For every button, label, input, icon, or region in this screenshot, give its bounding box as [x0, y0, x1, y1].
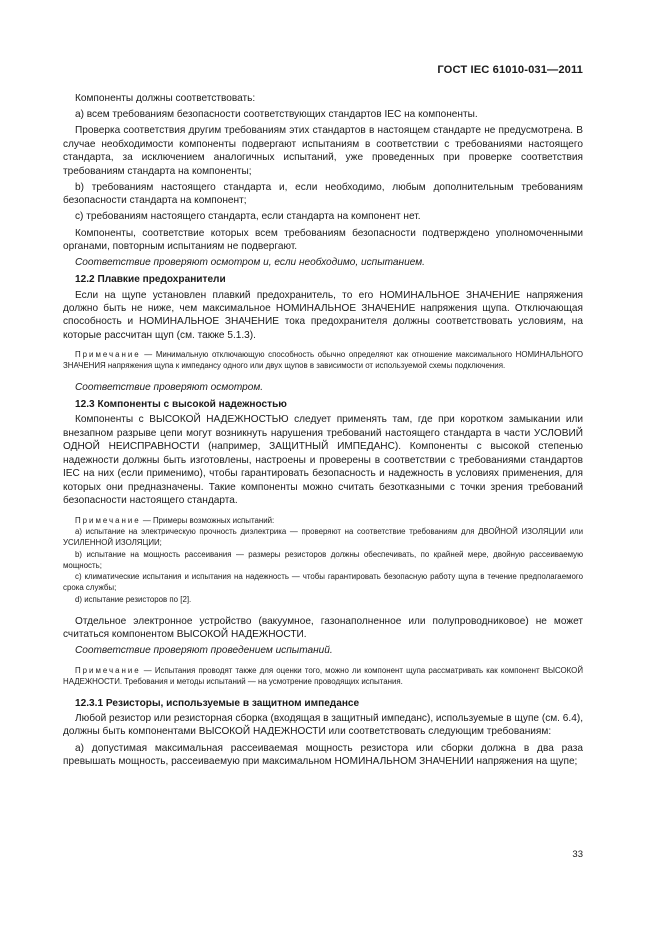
note-block [63, 516, 583, 606]
compliance-statement: Соответствие проверяют осмотром и, если необходимо, испытанием. [75, 257, 425, 269]
note-item: b) испытание на мощность рассеивания — размеры резисторов должны обеспечивать, по крайней мере, двойную рассеиваемую мощность; [63, 549, 583, 570]
document-body [63, 92, 583, 768]
note-label: Примечание [75, 515, 141, 525]
paragraph: Компоненты должны соответствовать: [75, 93, 256, 104]
paragraph: Отдельное электронное устройство (вакуумное, газонаполненное или полупроводниковое) не может считаться компонентом ВЫСОКОЙ НАДЕЖНОСТИ. [63, 615, 583, 641]
note-block [63, 350, 583, 372]
note-label: Примечание [75, 350, 141, 360]
paragraph: Компоненты, соответствие которых всем требованиям безопасности подтверждено уполномоченными органами, повторным испытаниям не подвергают. [63, 227, 583, 252]
paragraph: Любой резистор или резисторная сборка (входящая в защитный импеданс), используемые в щупе (см. 6.4), должны быть компонентами ВЫСОКОЙ НАДЕЖНОСТИ или соответствовать следующим требованиям: [63, 712, 583, 738]
paragraph: Если на щупе установлен плавкий предохранитель, то его НОМИНАЛЬНОЕ ЗНАЧЕНИЕ напряжения должно быть не ниже, чем максимальное НОМИНАЛЬНОЕ ЗНАЧЕНИЕ напряжения щупа. Отключающая способность и НОМИНАЛЬНОЕ ЗНАЧЕНИЕ тока предохранителя должны соответствовать условиям, на которые рассчитан щуп (см. также 5.1.3). [63, 289, 583, 341]
section-heading-12-2: 12.2 Плавкие предохранители [75, 274, 226, 286]
compliance-statement: Соответствие проверяют проведением испытаний. [75, 645, 333, 657]
note-text: — Примеры возможных испытаний: [140, 515, 275, 525]
note-label: Примечание [75, 665, 141, 675]
compliance-statement: Соответствие проверяют осмотром. [75, 381, 264, 393]
page-number: 33 [572, 849, 583, 860]
paragraph: а) допустимая максимальная рассеиваемая мощность резистора или сборки должна в два раза превышать мощность, рассеиваемую при максимальном НОМИНАЛЬНОМ ЗНАЧЕНИИ напряжения на щупе; [63, 742, 583, 768]
paragraph: а) всем требованиям безопасности соответствующих стандартов IEC на компоненты. [75, 109, 478, 121]
note-item: а) испытание на электрическую прочность диэлектрика — проверяют на соответствие требованиям для ДВОЙНОЙ ИЗОЛЯЦИИ или УСИЛЕННОЙ ИЗОЛЯЦИИ; [63, 527, 583, 548]
standard-header: ГОСТ IEC 61010-031—2011 [437, 64, 583, 76]
note-block [63, 666, 583, 688]
paragraph: Компоненты с ВЫСОКОЙ НАДЕЖНОСТЬЮ следует применять там, где при коротком замыкании или внезапном разрыве цепи могут возникнуть нарушения требований настоящего стандарта в части УСЛОВИЙ ОДНОЙ НЕИСПРАВНОСТИ (например, ЗАЩИТНЫЙ ИМПЕДАНС). Компоненты с высокой степенью надежности должны быть изготовлены, настроены и проверены в соответствии с требованиями стандартов IEC на них (если применимо), чтобы гарантировать безопасность и надежность в условиях применения, для которых они предназначены. Такие компоненты можно считать безотказными с точки зрения требований безопасности настоящего стандарта. [63, 414, 583, 507]
paragraph: Проверка соответствия другим требованиям этих стандартов в настоящем стандарте не предусмотрена. В случае необходимости компоненты подвергают испытаниям в соответствии с требованиями настоящего стандарта, за исключением аналогичных испытаний, уже проведенных при проверке соответствия требованиям стандарта на компоненты; [63, 125, 583, 177]
section-heading-12-3: 12.3 Компоненты с высокой надежностью [75, 398, 287, 410]
note-item: d) испытание резисторов по [2]. [75, 595, 192, 605]
paragraph: b) требованиям настоящего стандарта и, если необходимо, любым дополнительным требованиям безопасности стандарта на компонент; [63, 181, 583, 207]
section-heading-12-3-1: 12.3.1 Резисторы, используемые в защитном импедансе [75, 697, 360, 709]
note-text: — Минимальную отключающую способность обычно определяют как отношение максимального НОМИНАЛЬНОГО ЗНАЧЕНИЯ напряжения щупа к импедансу одного или двух щупов в зависимости от используемой схемы подключения. [63, 350, 583, 371]
note-text: — Испытания проводят также для оценки того, можно ли компонент щупа рассматривать как компонент ВЫСОКОЙ НАДЕЖНОСТИ. Требования и методы испытаний — на усмотрение проводящих испытания. [63, 665, 583, 686]
note-item: с) климатические испытания и испытания на надежность — чтобы гарантировать безопасную работу щупа в течение предполагаемого срока службы; [63, 572, 583, 593]
paragraph: с) требованиям настоящего стандарта, если стандарта на компонент нет. [75, 211, 421, 223]
